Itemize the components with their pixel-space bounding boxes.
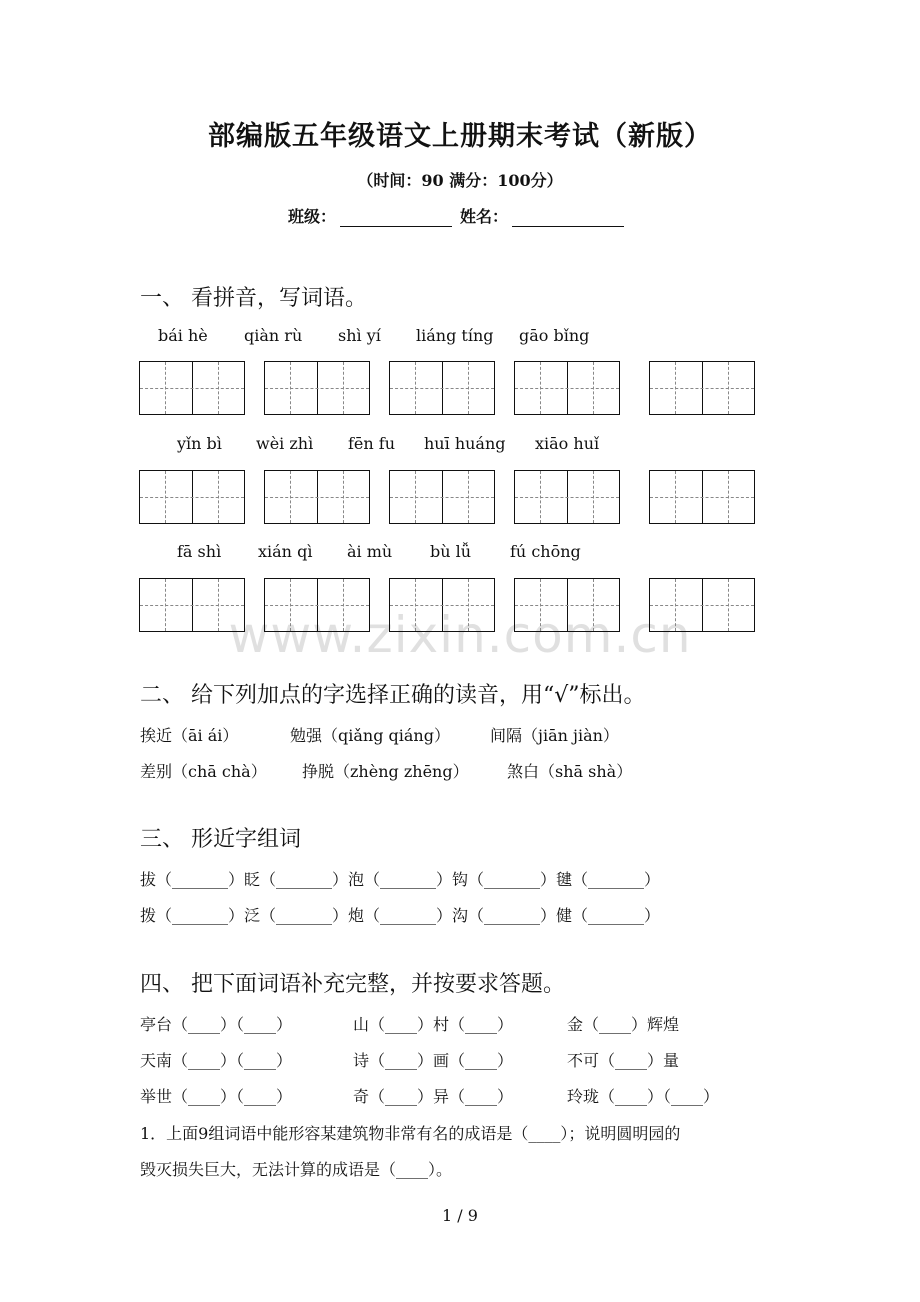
pinyin-item: fēn fu (348, 434, 396, 453)
section1-heading: 一、 看拼音，写词语。 (140, 286, 367, 311)
reading-choice-item[interactable]: 差别（chā chà） (140, 762, 267, 781)
idiom-fill-item[interactable]: 亭台（____）（____） (140, 1015, 293, 1034)
idiom-fill-item[interactable]: 举世（____）（____） (140, 1087, 293, 1106)
class-blank[interactable] (340, 210, 452, 227)
writing-grid[interactable] (389, 578, 495, 632)
pinyin-item: fú chōng (510, 542, 581, 561)
question-text[interactable]: 1．上面9组词语中能形容某建筑物非常有名的成语是（____）；说明圆明园的 (140, 1124, 681, 1143)
pinyin-item: yǐn bì (177, 434, 222, 453)
page-number: 1 / 9 (442, 1206, 478, 1225)
idiom-fill-item[interactable]: 山（____）村（____） (353, 1015, 514, 1034)
writing-grid[interactable] (514, 470, 620, 524)
idiom-fill-item[interactable]: 奇（____）异（____） (353, 1087, 514, 1106)
reading-choice-item[interactable]: 挨近（āi ái） (140, 726, 239, 745)
question-text[interactable]: 毁灭损失巨大，无法计算的成语是（____）。 (140, 1160, 453, 1179)
reading-choice-item[interactable]: 勉强（qiǎng qiáng） (290, 726, 450, 745)
pinyin-item: wèi zhì (256, 434, 314, 453)
writing-grid[interactable] (649, 578, 755, 632)
writing-grid[interactable] (514, 578, 620, 632)
reading-choice-item[interactable]: 间隔（jiān jiàn） (490, 726, 619, 745)
pinyin-item: fā shì (177, 542, 222, 561)
class-label: 班级： (287, 207, 336, 226)
writing-grid[interactable] (389, 470, 495, 524)
reading-choice-item[interactable]: 挣脱（zhèng zhēng） (302, 762, 469, 781)
pinyin-item: bái hè (158, 326, 208, 345)
writing-grid[interactable] (264, 361, 370, 415)
idiom-fill-item[interactable]: 不可（____）量 (567, 1051, 680, 1070)
pinyin-item: xiāo huǐ (535, 434, 600, 453)
writing-grid[interactable] (649, 470, 755, 524)
section4-heading: 四、 把下面词语补充完整，并按要求答题。 (140, 972, 565, 997)
writing-grid[interactable] (139, 578, 245, 632)
idiom-fill-item[interactable]: 金（____）辉煌 (567, 1015, 680, 1034)
name-blank[interactable] (512, 210, 624, 227)
word-building-line[interactable]: 拔（_______）眨（_______）泡（_______）钩（_______）毽（_______） (140, 870, 661, 889)
pinyin-item: ài mù (347, 542, 393, 561)
idiom-fill-item[interactable]: 玲珑（____）（____） (567, 1087, 720, 1106)
writing-grid[interactable] (389, 361, 495, 415)
watermark: www.zixin.com.cn (228, 606, 692, 664)
page-title: 部编版五年级语文上册期末考试（新版） (208, 121, 712, 152)
exam-info: （时间：90 满分：100分） (357, 171, 563, 190)
pinyin-item: huī huáng (424, 434, 506, 453)
pinyin-item: bù lǚ (430, 542, 472, 561)
pinyin-item: xián qì (258, 542, 313, 561)
writing-grid[interactable] (139, 470, 245, 524)
pinyin-item: gāo bǐng (519, 326, 590, 345)
writing-grid[interactable] (139, 361, 245, 415)
idiom-fill-item[interactable]: 诗（____）画（____） (353, 1051, 514, 1070)
section2-heading: 二、 给下列加点的字选择正确的读音，用“√”标出。 (140, 683, 646, 708)
pinyin-item: qiàn rù (244, 326, 303, 345)
pinyin-item: liáng tíng (416, 326, 494, 345)
writing-grid[interactable] (264, 470, 370, 524)
writing-grid[interactable] (264, 578, 370, 632)
idiom-fill-item[interactable]: 天南（____）（____） (140, 1051, 293, 1070)
name-label: 姓名： (460, 207, 509, 226)
pinyin-item: shì yí (338, 326, 381, 345)
writing-grid[interactable] (649, 361, 755, 415)
student-info-line (0, 204, 920, 227)
reading-choice-item[interactable]: 煞白（shā shà） (507, 762, 633, 781)
word-building-line[interactable]: 拨（_______）泛（_______）炮（_______）沟（_______）健（_______） (140, 906, 661, 925)
writing-grid[interactable] (514, 361, 620, 415)
section3-heading: 三、 形近字组词 (140, 827, 301, 852)
